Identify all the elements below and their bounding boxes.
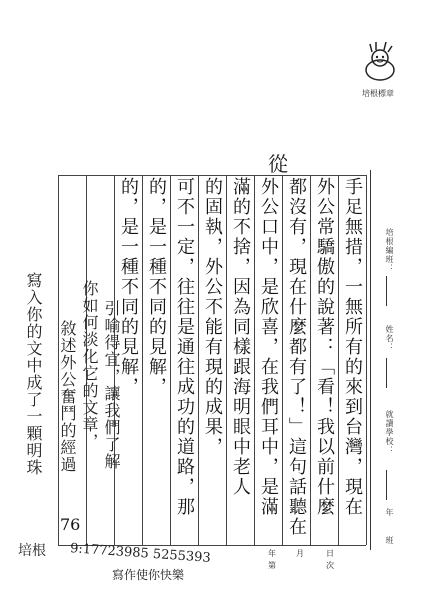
essay-column-1: 手足無措，一無所有的來到台灣，現在 bbox=[342, 177, 363, 517]
side-divider bbox=[370, 170, 371, 550]
essay-column-6: 的固執，外公不能有現的成果， bbox=[202, 177, 223, 457]
class-field-line bbox=[386, 276, 387, 306]
teacher-comment-1: 引喻得宜，讓我們了解 bbox=[102, 300, 121, 470]
essay-column-4: 外公口中，是欣喜，在我們耳中，是滿 bbox=[258, 177, 279, 517]
logo bbox=[358, 40, 402, 84]
school-field-label: 就讀學校： bbox=[385, 410, 394, 455]
order-label: 次 bbox=[326, 561, 334, 570]
date-year: 年 bbox=[268, 549, 276, 558]
school-field-line bbox=[386, 470, 387, 500]
grade-class-field-label: 班 bbox=[385, 536, 394, 545]
name-field-label: 姓名： bbox=[385, 325, 394, 352]
footer-signature: 培根 bbox=[18, 543, 46, 559]
date-month: 月 bbox=[296, 549, 304, 558]
teacher-comment-4: 寫入你的文中成了一顆明珠 bbox=[24, 272, 43, 476]
logo-caption: 培根標章 bbox=[362, 89, 394, 98]
essay-column-8: 的，是一種不同的見解， bbox=[146, 177, 167, 397]
essay-column-5: 滿的不捨，因為同樣跟海明眼中老人 bbox=[230, 177, 251, 497]
logo-icon bbox=[358, 40, 402, 84]
teacher-comment-3: 敘述外公奮鬥的經過 bbox=[58, 320, 77, 473]
teacher-comment-2: 你如何淡化它的文章， bbox=[80, 280, 99, 450]
essay-column-7: 可不一定，往往是通往成功的道路，那 bbox=[174, 177, 195, 517]
class-field-label: 培根編班： bbox=[385, 228, 394, 273]
name-field-line bbox=[386, 358, 387, 388]
score-mark: 76 bbox=[60, 515, 81, 534]
essay-column-3: 都沒有，現在什麼都有了！」這句話聽在 bbox=[286, 177, 307, 537]
page-label: 第 bbox=[268, 561, 276, 570]
essay-column-2: 外公常驕傲的說著：「看！我以前什麼 bbox=[314, 177, 335, 517]
footer-slogan: 寫作使你快樂 bbox=[112, 568, 185, 582]
top-insert-mark: 從 bbox=[268, 152, 288, 176]
footer-phone: 9:17723985 5255393 bbox=[69, 541, 212, 566]
essay-column-9: 的，是一種不同的見解， bbox=[118, 177, 139, 397]
date-day: 日 bbox=[326, 549, 334, 558]
year-field-label: 年 bbox=[385, 508, 394, 517]
